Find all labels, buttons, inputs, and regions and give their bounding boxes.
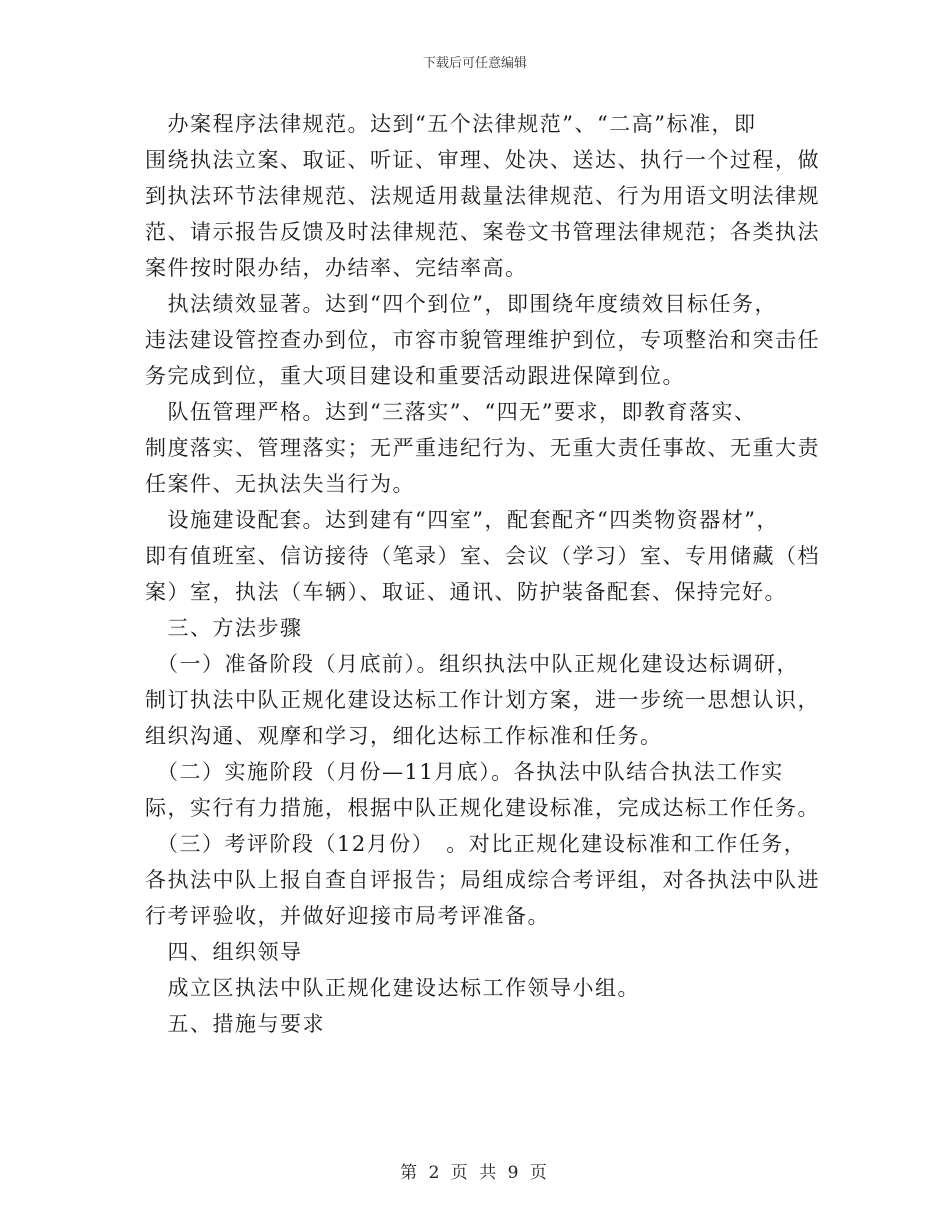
- text-line: 队伍管理严格。达到“三落实”、“四无”要求，即教育落实、: [145, 400, 757, 424]
- text-line: 设施建设配套。达到建有“四室”，配套配齐“四类物资器材”，: [145, 508, 779, 532]
- text-line: 际，实行有力措施，根据中队正规化建设标准，完成达标工作任务。: [145, 796, 820, 820]
- text-line: 行考评验收，并做好迎接市局考评准备。: [145, 904, 550, 928]
- section-heading: 五、措施与要求: [145, 1012, 325, 1036]
- text-line: 围绕执法立案、取证、听证、审理、处决、送达、执行一个过程，做: [145, 148, 820, 172]
- page-header: 下载后可任意编辑: [422, 56, 527, 71]
- text-line: 范、请示报告反馈及时法律规范、案卷文书管理法律规范；各类执法: [145, 220, 820, 244]
- document-body: [145, 106, 820, 1042]
- text-line: 组织沟通、观摩和学习，细化达标工作标准和任务。: [145, 724, 663, 748]
- text-line: 各执法中队上报自查自评报告；局组成综合考评组，对各执法中队进: [145, 868, 820, 892]
- text-line: （一）准备阶段（月底前）。组织执法中队正规化建设达标调研，: [145, 652, 799, 676]
- section-heading: 三、方法步骤: [145, 616, 303, 640]
- text-line: 到执法环节法律规范、法规适用裁量法律规范、行为用语文明法律规: [145, 184, 820, 208]
- text-line: （二）实施阶段（月份—11月底）。各执法中队结合执法工作实: [145, 760, 784, 784]
- text-line: 案件按时限办结，办结率、完结率高。: [145, 256, 528, 280]
- text-line: 即有值班室、信访接待（笔录）室、会议（学习）室、专用储藏（档: [145, 544, 820, 568]
- text-line: 违法建设管控查办到位，市容市貌管理维护到位，专项整治和突击任: [145, 328, 820, 352]
- text-line: 成立区执法中队正规化建设达标工作领导小组。: [145, 976, 640, 1000]
- text-line: 执法绩效显著。达到“四个到位”，即围绕年度绩效目标任务，: [145, 292, 777, 316]
- section-heading: 四、组织领导: [145, 940, 303, 964]
- page-footer: 第 2 页 共 9 页: [400, 1163, 550, 1183]
- text-line: 制度落实、管理落实；无严重违纪行为、无重大责任事故、无重大责: [145, 436, 820, 460]
- text-line: 案）室，执法（车辆）、取证、通讯、防护装备配套、保持完好。: [145, 580, 787, 604]
- text-line: 任案件、无执法失当行为。: [145, 472, 415, 496]
- text-line: （三）考评阶段（12月份） 。对比正规化建设标准和工作任务，: [145, 832, 807, 856]
- text-line: 务完成到位，重大项目建设和重要活动跟进保障到位。: [145, 364, 685, 388]
- text-line: 制订执法中队正规化建设达标工作计划方案，进一步统一思想认识，: [145, 688, 820, 712]
- text-line: 办案程序法律规范。达到“五个法律规范”、“二高”标准，即: [145, 112, 757, 136]
